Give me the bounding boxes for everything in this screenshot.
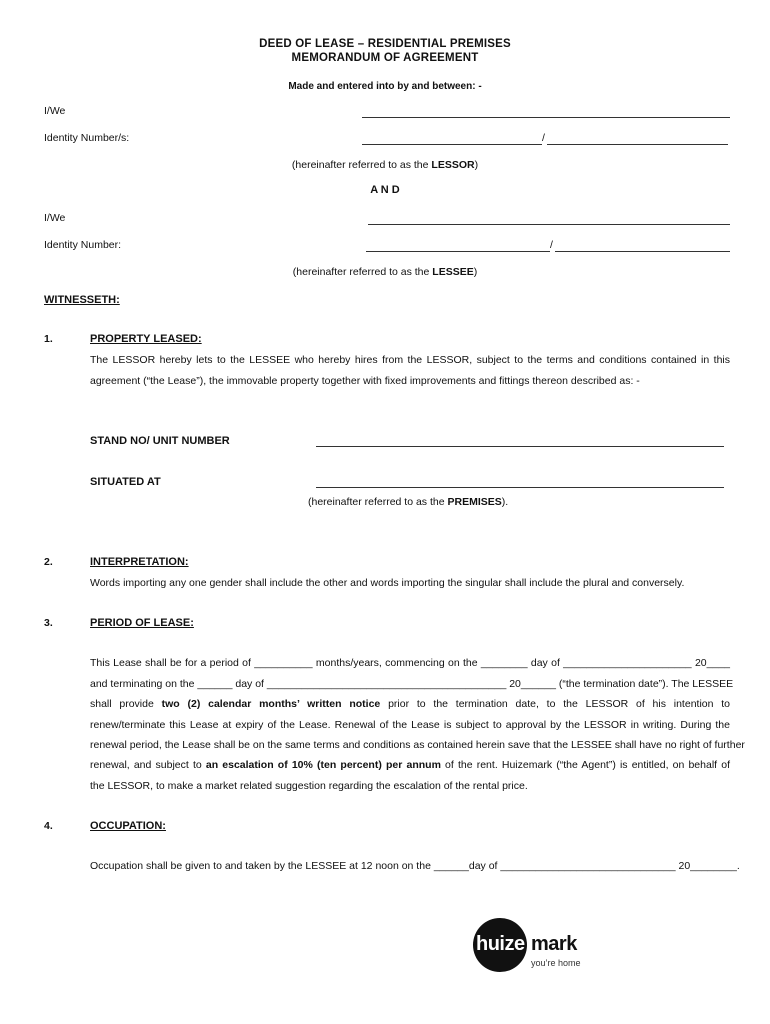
situated-at-label: SITUATED AT bbox=[90, 476, 161, 488]
huizemark-logo bbox=[473, 918, 583, 974]
lessee-reference: (hereinafter referred to as the LESSEE) bbox=[292, 266, 478, 278]
section-1-line-1: The LESSOR hereby lets to the LESSEE who hereby hires from the LESSOR, subject to the terms and conditions contained in this bbox=[90, 354, 730, 366]
section-4-heading: OCCUPATION: bbox=[90, 820, 166, 832]
witnesseth-heading: WITNESSETH: bbox=[44, 294, 120, 306]
section-3-line-4: renew/terminate this Lease at expiry of the Lease. Renewal of the Lease is subject to approval by the LESSOR in writing. During the bbox=[90, 719, 730, 731]
lessee-iwe-label: I/We bbox=[44, 212, 66, 224]
section-1-number: 1. bbox=[44, 333, 53, 345]
premises-reference: (hereinafter referred to as the PREMISES). bbox=[308, 496, 509, 508]
section-3-line-3: shall provide two (2) calendar months’ written notice prior to the termination date, to the LESSOR of his intention to bbox=[90, 698, 731, 710]
lessee-id-blank-2 bbox=[555, 251, 730, 252]
section-2-number: 2. bbox=[44, 556, 53, 568]
stand-number-blank bbox=[316, 446, 724, 447]
section-3-heading: PERIOD OF LEASE: bbox=[90, 617, 194, 629]
lessor-id-label: Identity Number/s: bbox=[44, 132, 130, 144]
section-3-line-2: and terminating on the ______ day of _________________________________________ 20______ (“the termination date”). The LESSEE bbox=[90, 678, 734, 690]
section-3-line-7: the LESSOR, to make a market related suggestion regarding the escalation of the rental price. bbox=[90, 780, 528, 792]
section-1-line-2: agreement (“the Lease”), the immovable property together with fixed improvements and fittings thereon described as: - bbox=[90, 375, 640, 387]
lessor-reference: (hereinafter referred to as the LESSOR) bbox=[291, 159, 479, 171]
lessee-name-blank bbox=[368, 224, 730, 225]
section-1-heading: PROPERTY LEASED: bbox=[90, 333, 202, 345]
lessee-id-blank-1 bbox=[366, 251, 550, 252]
lessor-name-blank bbox=[362, 117, 730, 118]
lessee-id-slash: / bbox=[550, 239, 553, 251]
section-4-number: 4. bbox=[44, 820, 53, 832]
document-title: DEED OF LEASE – RESIDENTIAL PREMISES bbox=[259, 38, 511, 50]
section-3-line-1: This Lease shall be for a period of __________ months/years, commencing on the ________ day of ______________________ 20____ bbox=[90, 657, 730, 669]
intro-text: Made and entered into by and between: - bbox=[288, 81, 482, 92]
document-subtitle: MEMORANDUM OF AGREEMENT bbox=[291, 52, 479, 64]
lessor-id-blank-1 bbox=[362, 144, 542, 145]
logo-tagline: you’re home bbox=[531, 958, 581, 968]
section-2-text: Words importing any one gender shall include the other and words importing the singular shall include the plural and conversely. bbox=[90, 577, 685, 589]
and-label: A N D bbox=[370, 184, 400, 196]
section-3-line-6: renewal, and subject to an escalation of 10% (ten percent) per annum of the rent. Huizemark (“the Agent”) is entitled, on behalf of bbox=[90, 759, 730, 771]
section-2-heading: INTERPRETATION: bbox=[90, 556, 189, 568]
lessor-id-slash: / bbox=[542, 132, 545, 144]
logo-text-huize: huize bbox=[476, 933, 525, 955]
lessor-id-blank-2 bbox=[547, 144, 728, 145]
lessor-iwe-label: I/We bbox=[44, 105, 66, 117]
lessee-id-label: Identity Number: bbox=[44, 239, 122, 251]
section-3-line-5: renewal period, the Lease shall be on the same terms and conditions as contained herein save that the LESSEE shall have no right of further bbox=[90, 739, 745, 751]
logo-text-mark: mark bbox=[531, 933, 577, 955]
section-3-number: 3. bbox=[44, 617, 53, 629]
stand-number-label: STAND NO/ UNIT NUMBER bbox=[90, 435, 230, 447]
section-4-text: Occupation shall be given to and taken by the LESSEE at 12 noon on the ______day of ______________________________ 20________. bbox=[90, 860, 740, 872]
situated-at-blank bbox=[316, 487, 724, 488]
